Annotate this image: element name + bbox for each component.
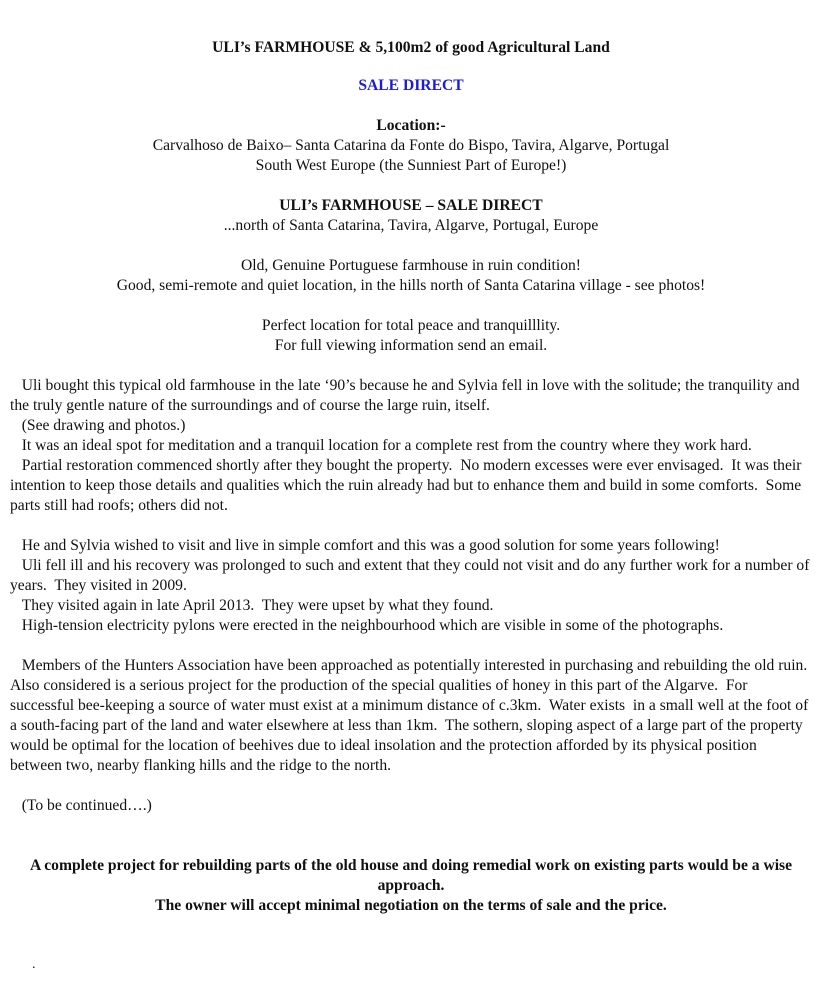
subtitle-line: ...north of Santa Catarina, Tavira, Algarve, Portugal, Europe <box>223 217 599 234</box>
location-line-1: Carvalhoso de Baixo– Santa Catarina da Fonte do Bispo, Tavira, Algarve, Portugal <box>152 137 670 154</box>
body-paragraph-4: Partial restoration commenced shortly after they bought the property. No modern excesses were ever envisaged. It was their intention to keep those details and qualities which the ruin already had but to enhance them and build in some comforts. Some parts still had roofs; others did not. <box>10 457 806 514</box>
intro-line-2: Good, semi-remote and quiet location, in the hills north of Santa Catarina village - see photos! <box>116 277 706 294</box>
body-paragraph-1: Uli bought this typical old farmhouse in the late ‘90’s because he and Sylvia fell in love with the solitude; the tranquility and the truly gentle nature of the surroundings and of course the large ruin, itself. <box>10 377 804 414</box>
body-paragraph-5: He and Sylvia wished to visit and live in simple comfort and this was a good solution for some years following! <box>10 537 720 554</box>
intro-line-3: Perfect location for total peace and tranquilllity. <box>261 317 561 334</box>
document-page <box>10 38 815 916</box>
location-heading: Location:- <box>376 117 446 134</box>
document-title: ULI’s FARMHOUSE & 5,100m2 of good Agricultural Land <box>212 39 610 56</box>
body-paragraph-7: They visited again in late April 2013. They were upset by what they found. <box>10 597 494 614</box>
body-paragraph-6: Uli fell ill and his recovery was prolonged to such and extent that they could not visit and do any further work for a number of years. They visited in 2009. <box>10 557 814 594</box>
location-line-2: South West Europe (the Sunniest Part of Europe!) <box>255 157 567 174</box>
closing-statement-1: A complete project for rebuilding parts of the old house and doing remedial work on existing parts would be a wise approach. <box>29 857 793 894</box>
body-paragraph-3: It was an ideal spot for meditation and a tranquil location for a complete rest from the country where they work hard. <box>10 437 752 454</box>
body-paragraph-9: Members of the Hunters Association have been approached as potentially interested in purchasing and rebuilding the old ruin. Also considered is a serious project for the production of the special qualities of honey in this part of the Algarve. For successful bee-keeping a source of water must exist at a minimum distance of c.3km. Water exists in a small well at the foot of a south-facing part of the land and water elsewhere at less than 1km. The sothern, sloping aspect of a large part of the property would be optimal for the location of beehives due to ideal insolation and the protection afforded by its physical position between two, nearby flanking hills and the ridge to the north. <box>10 657 815 774</box>
closing-statement-2: The owner will accept minimal negotiation on the terms of sale and the price. <box>155 897 667 914</box>
trailing-dot: . <box>32 957 36 972</box>
intro-line-4: For full viewing information send an email. <box>274 337 548 354</box>
body-paragraph-8: High-tension electricity pylons were erected in the neighbourhood which are visible in some of the photographs. <box>10 617 724 634</box>
sale-direct-heading: SALE DIRECT <box>358 77 464 94</box>
body-paragraph-10: (To be continued….) <box>10 797 152 814</box>
subtitle-heading: ULI’s FARMHOUSE – SALE DIRECT <box>279 197 543 214</box>
intro-line-1: Old, Genuine Portuguese farmhouse in ruin condition! <box>241 257 581 274</box>
body-paragraph-2: (See drawing and photos.) <box>10 417 186 434</box>
